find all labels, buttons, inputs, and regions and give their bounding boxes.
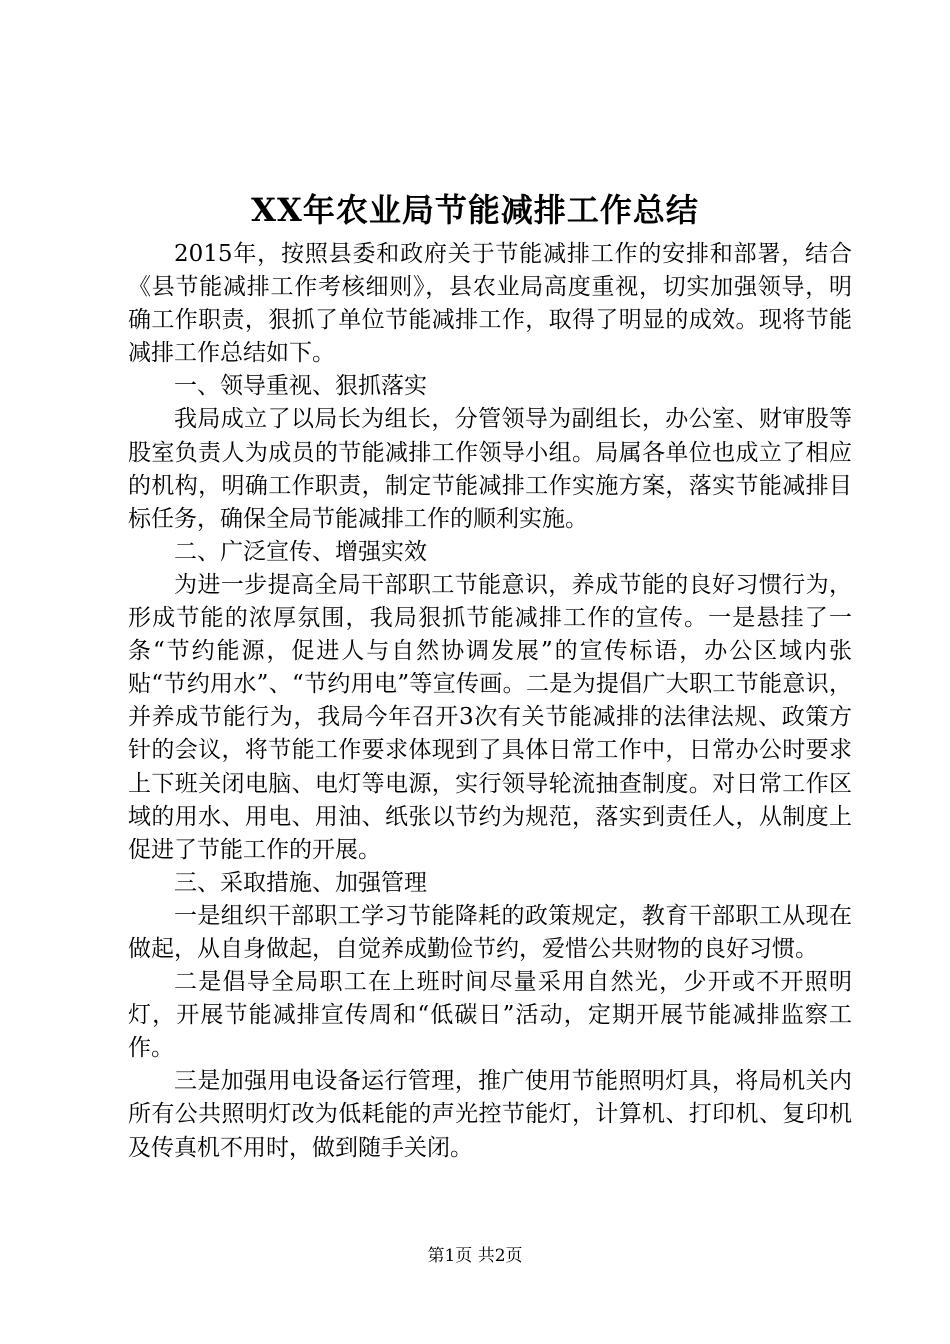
section-3-paragraph-1: 一是组织干部职工学习节能降耗的政策规定，教育干部职工从现在做起，从自身做起，自觉养成勤俭节约，爱惜公共财物的良好习惯。 bbox=[128, 902, 852, 962]
document-title: XX年农业局节能减排工作总结 bbox=[251, 191, 699, 229]
section-2-paragraph-1: 为进一步提高全局干部职工节能意识，养成节能的良好习惯行为，形成节能的浓厚氛围，我局狠抓节能减排工作的宣传。一是悬挂了一条“节约能源，促进人与自然协调发展”的宣传标语，办公区域内张贴“节约用水”、“节约用电”等宣传画。二是为提倡广大职工节能意识，并养成节能行为，我局今年召开3次有关节能减排的法律法规、政策方针的会议，将节能工作要求体现到了具体日常工作中，日常办公时要求上下班关闭电脑、电灯等电源，实行领导轮流抽查制度。对日常工作区域的用水、用电、用油、纸张以节约为规范，落实到责任人，从制度上促进了节能工作的开展。 bbox=[128, 571, 852, 863]
section-1-paragraph-1: 我局成立了以局长为组长，分管领导为副组长，办公室、财审股等股室负责人为成员的节能减排工作领导小组。局属各单位也成立了相应的机构，明确工作职责，制定节能减排工作实施方案，落实节能减排目标任务，确保全局节能减排工作的顺利实施。 bbox=[128, 406, 852, 532]
page-number-footer: 第1页 共2页 bbox=[427, 1246, 523, 1266]
section-heading-1: 一、领导重视、狠抓落实 bbox=[174, 373, 427, 400]
document-body bbox=[128, 238, 852, 1165]
section-heading-2: 二、广泛宣传、增强实效 bbox=[174, 538, 427, 565]
section-3-paragraph-3: 三是加强用电设备运行管理，推广使用节能照明灯具，将局机关内所有公共照明灯改为低耗能的声光控节能灯，计算机、打印机、复印机及传真机不用时，做到随手关闭。 bbox=[128, 1068, 852, 1161]
intro-paragraph: 2015年，按照县委和政府关于节能减排工作的安排和部署，结合《县节能减排工作考核细则》，县农业局高度重视，切实加强领导，明确工作职责，狠抓了单位节能减排工作，取得了明显的成效。现将节能减排工作总结如下。 bbox=[128, 241, 852, 367]
section-heading-3: 三、采取措施、加强管理 bbox=[174, 869, 427, 896]
section-3-paragraph-2: 二是倡导全局职工在上班时间尽量采用自然光，少开或不开照明灯，开展节能减排宣传周和“低碳日”活动，定期开展节能减排监察工作。 bbox=[128, 969, 852, 1062]
